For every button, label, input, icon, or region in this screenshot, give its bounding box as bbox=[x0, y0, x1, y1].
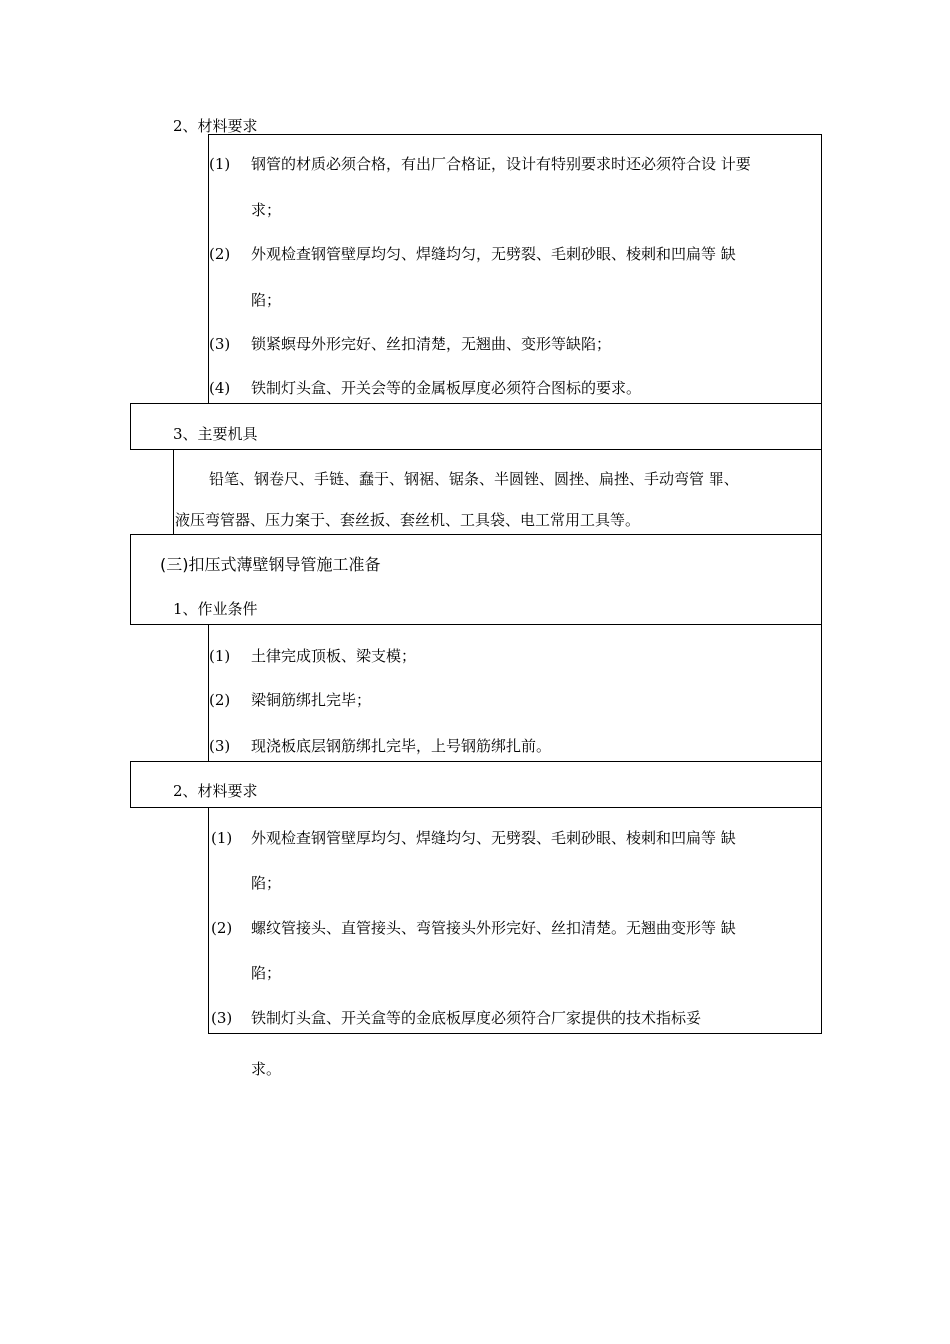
material-item-2-num: (2) bbox=[209, 245, 231, 263]
part3-material-item-2-line1: 螺纹管接头、直管接头、弯管接头外形完好、丝扣清楚。无翘曲变形等 缺 bbox=[251, 919, 736, 937]
material-item-1-line1: 钢管的材质必须合格，有出厂合格证，设计有特别要求时还必须符合设 计要 bbox=[251, 155, 751, 173]
tools-line1: 铅笔、钢卷尺、手链、蠢于、钢裾、锯条、半圆锉、圆挫、扁挫、手动弯管 罪、 bbox=[209, 470, 739, 488]
condition-item-3-num: (3) bbox=[209, 737, 231, 755]
part3-material-item-1-line2: 陷； bbox=[251, 874, 282, 892]
material-item-1-line2: 求； bbox=[251, 201, 282, 219]
part3-material-item-2-num: (2) bbox=[211, 919, 233, 937]
part3-material-item-1-line1: 外观检查钢管壁厚均匀、焊缝均匀、无劈裂、毛刺砂眼、棱刺和凹扁等 缺 bbox=[251, 829, 736, 847]
condition-item-3-text: 现浇板底层钢筋绑扎完毕，上号钢筋绑扎前。 bbox=[251, 737, 552, 755]
material-item-2-line2: 陷； bbox=[251, 291, 282, 309]
material-item-2-line1: 外观检查钢管壁厚均匀、焊缝均匀，无劈裂、毛刺砂眼、棱刺和凹扁等 缺 bbox=[251, 245, 736, 263]
material-item-4-num: (4) bbox=[209, 379, 231, 397]
part3-material-heading: 2、材料要求 bbox=[173, 782, 258, 800]
tools-line2: 液压弯管器、压力案于、套丝扳、套丝机、工具袋、电工常用工具等。 bbox=[175, 511, 641, 529]
condition-item-2-num: (2) bbox=[209, 691, 231, 709]
part3-material-item-3-line1: 铁制灯头盒、开关盒等的金底板厚度必须符合厂家提供的技术指标妥 bbox=[251, 1009, 702, 1027]
part3-material-item-1-num: (1) bbox=[211, 829, 233, 847]
material-item-4-line1: 铁制灯头盒、开关会等的金属板厚度必须符合图标的要求。 bbox=[251, 379, 642, 397]
tools-heading: 3、主要机具 bbox=[173, 425, 258, 443]
material-heading: 2、材料要求 bbox=[173, 117, 258, 135]
material-item-1-num: (1) bbox=[209, 155, 231, 173]
material-box bbox=[208, 134, 822, 404]
material-item-3-num: (3) bbox=[209, 335, 231, 353]
condition-item-1-text: 土律完成顶板、梁支模； bbox=[251, 647, 417, 665]
condition-item-2-text: 梁铜筋绑扎完毕； bbox=[251, 691, 372, 709]
condition-item-1-num: (1) bbox=[209, 647, 231, 665]
part3-material-item-2-line2: 陷； bbox=[251, 964, 282, 982]
part3-material-item-3-line2: 求。 bbox=[251, 1060, 282, 1078]
part3-heading: (三)扣压式薄壁钢导管施工准备 bbox=[160, 555, 381, 574]
conditions-heading: 1、作业条件 bbox=[173, 600, 258, 618]
part3-material-item-3-num: (3) bbox=[211, 1009, 233, 1027]
material-item-3-line1: 锁紧螟母外形完好、丝扣清楚，无翘曲、变形等缺陷； bbox=[251, 335, 612, 353]
